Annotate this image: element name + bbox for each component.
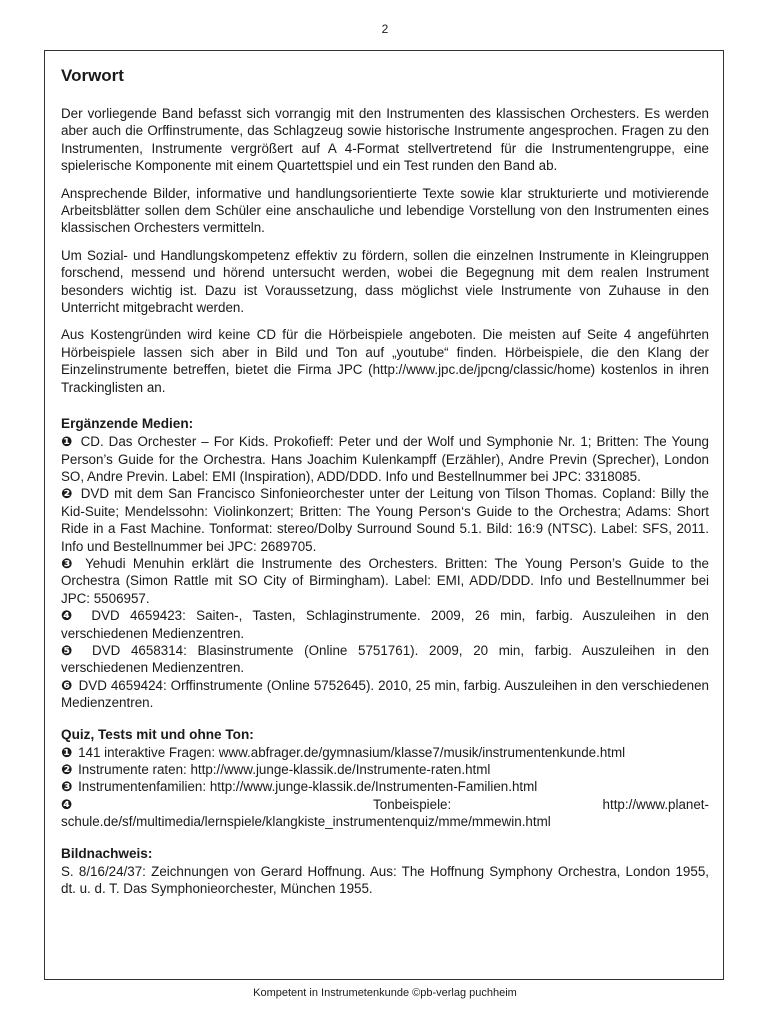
vorwort-heading: Vorwort xyxy=(61,66,124,85)
medien-heading: Ergänzende Medien: xyxy=(61,416,194,432)
medien-item-text: DVD 4659423: Saiten-, Tasten, Schlaginstrumente. 2009, 26 min, farbig. Auszuleihen in den verschiedenen Medienzentren. xyxy=(61,608,709,641)
quiz-item xyxy=(61,761,709,778)
footer: Kompetent in Instrumetenkunde ©pb-verlag puchheim xyxy=(253,987,517,999)
medien-list xyxy=(61,433,709,712)
medien-item xyxy=(61,607,709,642)
medien-item xyxy=(61,485,709,555)
number-icon: ❹ xyxy=(61,796,220,812)
number-icon: ❻ xyxy=(61,677,73,693)
vorwort-paragraph: Der vorliegende Band befasst sich vorrangig mit den Instrumenten des klassischen Orchesters. Es werden aber auch die Orffinstrumente, das Schlagzeug sowie historische Instrumente angesprochen. Fragen zu den Instrumenten, Instrumente vergrößert auf A 4-Format stellvertretend für die Instrumentengruppe, eine spielerische Komponente mit einem Quartettspiel und ein Test runden den Band ab. xyxy=(61,106,709,174)
page-number: 2 xyxy=(381,22,389,36)
content-frame xyxy=(44,50,724,980)
number-icon: ❷ xyxy=(61,762,73,777)
quiz-item xyxy=(61,796,709,831)
medien-item-text: Yehudi Menuhin erklärt die Instrumente des Orchesters. Britten: The Young Person’s Guide to the Orchestra (Simon Rattle mit SO City of Birmingham). Label: EMI, ADD/DDD. Info und Bestellnummer bei JPC: 5506957. xyxy=(61,555,710,606)
medien-item xyxy=(61,555,709,607)
medien-item xyxy=(61,677,709,712)
medien-item-text: CD. Das Orchester – For Kids. Prokofieff: Peter und der Wolf und Symphonie Nr. 1; Britten: The Young Person’s Guide for the Orchestra. Hans Joachim Kulenkampff (Erzähler), Andre Previn (Sprecher), London SO, Andre Previn. Label: EMI (Inspiration), ADD/DDD. Info und Bestellnummer bei JPC: 3318085. xyxy=(61,434,709,484)
quiz-heading: Quiz, Tests mit und ohne Ton: xyxy=(61,726,254,742)
number-icon: ❸ xyxy=(61,779,73,795)
quiz-item-text: 141 interaktive Fragen: www.abfrager.de/gymnasium/klasse7/musik/instrumentenkunde.html xyxy=(78,744,626,760)
quiz-item xyxy=(61,744,709,761)
number-icon: ❺ xyxy=(61,642,80,658)
number-icon: ❹ xyxy=(61,608,79,624)
vorwort-paragraph: Ansprechende Bilder, informative und handlungsorientierte Texte sowie klar strukturierte und motivierende Arbeitsblätter sollen dem Schüler eine anschauliche und lebendige Vorstellung von den Instrumenten eines klassischen Orchesters vermitteln. xyxy=(61,185,709,236)
quiz-item xyxy=(61,778,709,795)
quiz-item-text: Instrumentenfamilien: http://www.junge-klassik.de/Instrumenten-Familien.html xyxy=(78,779,538,795)
quiz-list xyxy=(61,744,709,831)
medien-item xyxy=(61,433,709,485)
bildnachweis-text: S. 8/16/24/37: Zeichnungen von Gerard Hoffnung. Aus: The Hoffnung Symphony Orchestra, London 1955, dt. u. d. T. Das Symphonieorchester, München 1955. xyxy=(61,863,709,897)
vorwort-paragraph: Um Sozial- und Handlungskompetenz effektiv zu fördern, sollen die einzelnen Instrumente in Kleingruppen forschend, messend und hörend untersucht werden, wobei die Begegnung mit dem realen Instrument besonders wichtig ist. Dazu ist Voraussetzung, dass möglichst viele Instrumente von Zuhause in den Unterricht mitgebracht werden. xyxy=(61,247,709,316)
medien-item-text: DVD 4659424: Orffinstrumente (Online 5752645). 2010, 25 min, farbig. Auszuleihen in den verschiedenen Medienzentren. xyxy=(61,677,709,711)
medien-item-text: DVD 4658314: Blasinstrumente (Online 5751761). 2009, 20 min, farbig. Auszuleihen in den verschiedenen Medienzentren. xyxy=(61,642,709,676)
number-icon: ❸ xyxy=(61,555,76,571)
bildnachweis-heading: Bildnachweis: xyxy=(61,845,153,861)
medien-item xyxy=(61,642,709,677)
quiz-item-text: Tonbeispiele: http://www.planet-schule.de/sf/multimedia/lernspiele/klangkiste_instrumentenquiz/mme/mmewin.html xyxy=(61,796,709,830)
medien-item-text: DVD mit dem San Francisco Sinfonieorchester unter der Leitung von Tilson Thomas. Copland: Billy the Kid-Suite; Mendelssohn: Violinkonzert; Britten: The Young Person‘s Guide to the Orchestra; Adams: Short Ride in a Fast Machine. Tonformat: stereo/Dolby Surround Sound 5.1. Bild: 16:9 (NTSC). Label: SFS, 2011. Info und Bestellnummer bei JPC: 2689705. xyxy=(61,486,709,554)
number-icon: ❶ xyxy=(61,434,74,450)
quiz-item-text: Instrumente raten: http://www.junge-klassik.de/Instrumente-raten.html xyxy=(78,762,491,777)
number-icon: ❶ xyxy=(61,744,73,760)
vorwort-paragraph: Aus Kostengründen wird keine CD für die Hörbeispiele angeboten. Die meisten auf Seite 4 angeführten Hörbeispiele lassen sich aber in Bild und Ton auf „youtube“ finden. Hörbeispiele, die den Klang der Einzelinstrumente betreffen, bietet die Firma JPC (http://www.jpc.de/jpcng/classic/home) kostenlos in ihren Trackinglisten an. xyxy=(61,327,709,395)
number-icon: ❷ xyxy=(61,486,74,502)
